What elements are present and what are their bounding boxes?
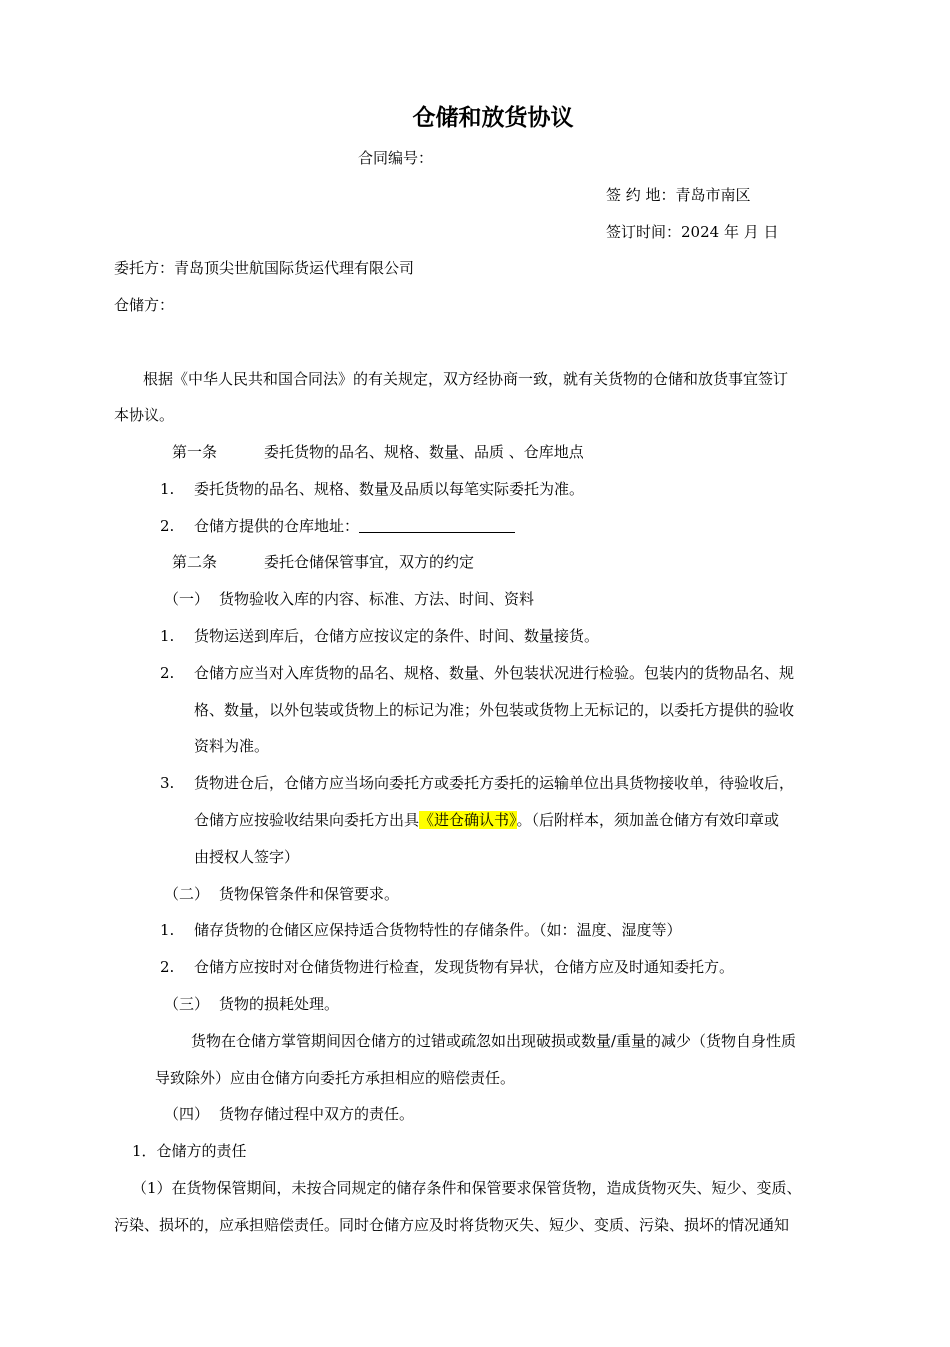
art1-item-2-number: 2. — [160, 517, 175, 535]
warehouse-party: 仓储方： — [114, 296, 175, 314]
sec1-item-1-text: 货物运送到库后，仓储方应按议定的条件、时间、数量接货。 — [194, 627, 600, 645]
intro-line-1: 根据《中华人民共和国合同法》的有关规定，双方经协商一致，就有关货物的仓储和放货事宜签订 — [143, 370, 789, 388]
art1-item-1-text: 委托货物的品名、规格、数量及品质以每笔实际委托为准。 — [194, 480, 585, 498]
sec1-item-3-line-2 — [194, 810, 779, 830]
sec3-para-line-2: 导致除外）应由仓储方向委托方承担相应的赔偿责任。 — [155, 1069, 516, 1087]
section-2-number: （二） — [164, 885, 210, 903]
sec1-item-3-line-2-post: 。（后附样本，须加盖仓储方有效印章或 — [516, 811, 780, 829]
section-4-number: （四） — [164, 1105, 210, 1123]
sec1-item-2-line-1: 仓储方应当对入库货物的品名、规格、数量、外包装状况进行检验。包装内的货物品名、规 — [194, 664, 795, 682]
sec2-item-1-number: 1. — [160, 921, 175, 939]
sec2-item-2-text: 仓储方应按时对仓储货物进行检查，发现货物有异状，仓储方应及时通知委托方。 — [194, 958, 735, 976]
sec1-item-2-number: 2. — [160, 664, 175, 682]
signing-place: 签 约 地：青岛市南区 — [606, 186, 751, 204]
article-1-number: 第一条 — [172, 443, 218, 461]
sec2-item-1-text: 储存货物的仓储区应保持适合货物特性的存储条件。（如：温度、湿度等） — [194, 921, 682, 939]
section-4-title: 货物存储过程中双方的责任。 — [219, 1105, 415, 1123]
document-title: 仓储和放货协议 — [412, 104, 574, 131]
sec1-item-3-number: 3. — [160, 774, 175, 792]
sec1-item-2-line-2: 格、数量，以外包装或货物上的标记为准；外包装或货物上无标记的，以委托方提供的验收 — [194, 701, 795, 719]
art1-item-2-text: 仓储方提供的仓库地址： — [194, 517, 360, 535]
sec1-item-3-line-1: 货物进仓后，仓储方应当场向委托方或委托方委托的运输单位出具货物接收单，待验收后， — [194, 774, 795, 792]
intro-line-2: 本协议。 — [114, 406, 175, 424]
article-1-title: 委托货物的品名、规格、数量、品质 、仓库地点 — [264, 443, 584, 461]
sec1-item-2-line-3: 资料为准。 — [194, 737, 270, 755]
section-2-title: 货物保管条件和保管要求。 — [219, 885, 400, 903]
art1-item-1-number: 1. — [160, 480, 175, 498]
section-3-title: 货物的损耗处理。 — [219, 995, 340, 1013]
sec1-item-1-number: 1. — [160, 627, 175, 645]
article-2-number: 第二条 — [172, 553, 218, 571]
signing-time: 签订时间：2024 年 月 日 — [606, 223, 779, 241]
client-party: 委托方：青岛顶尖世航国际货运代理有限公司 — [114, 259, 415, 277]
subsection-1-heading: 1．仓储方的责任 — [132, 1142, 247, 1160]
section-3-number: （三） — [164, 995, 210, 1013]
sec2-item-2-number: 2. — [160, 958, 175, 976]
sec3-para-line-1: 货物在仓储方掌管期间因仓储方的过错或疏忽如出现破损或数量/重量的减少（货物自身性质 — [191, 1032, 797, 1050]
address-blank-underline — [359, 517, 515, 533]
contract-number-label: 合同编号： — [358, 149, 434, 167]
art1-item-2 — [194, 516, 515, 536]
subsection-1-para-line-2: 污染、损坏的，应承担赔偿责任。同时仓储方应及时将货物灭失、短少、变质、污染、损坏的情况通知 — [114, 1216, 790, 1234]
sec1-item-3-line-2-pre: 仓储方应按验收结果向委托方出具 — [194, 811, 420, 829]
section-1-title: 货物验收入库的内容、标准、方法、时间、资料 — [219, 590, 535, 608]
article-2-title: 委托仓储保管事宜，双方的约定 — [264, 553, 475, 571]
sec1-item-3-line-3: 由授权人签字） — [194, 848, 300, 866]
subsection-1-para-line-1: （1）在货物保管期间，未按合同规定的储存条件和保管要求保管货物，造成货物灭失、短少、变质、 — [132, 1179, 802, 1197]
section-1-number: （一） — [164, 590, 210, 608]
entry-confirmation-highlight: 《进仓确认书》 — [419, 811, 517, 829]
